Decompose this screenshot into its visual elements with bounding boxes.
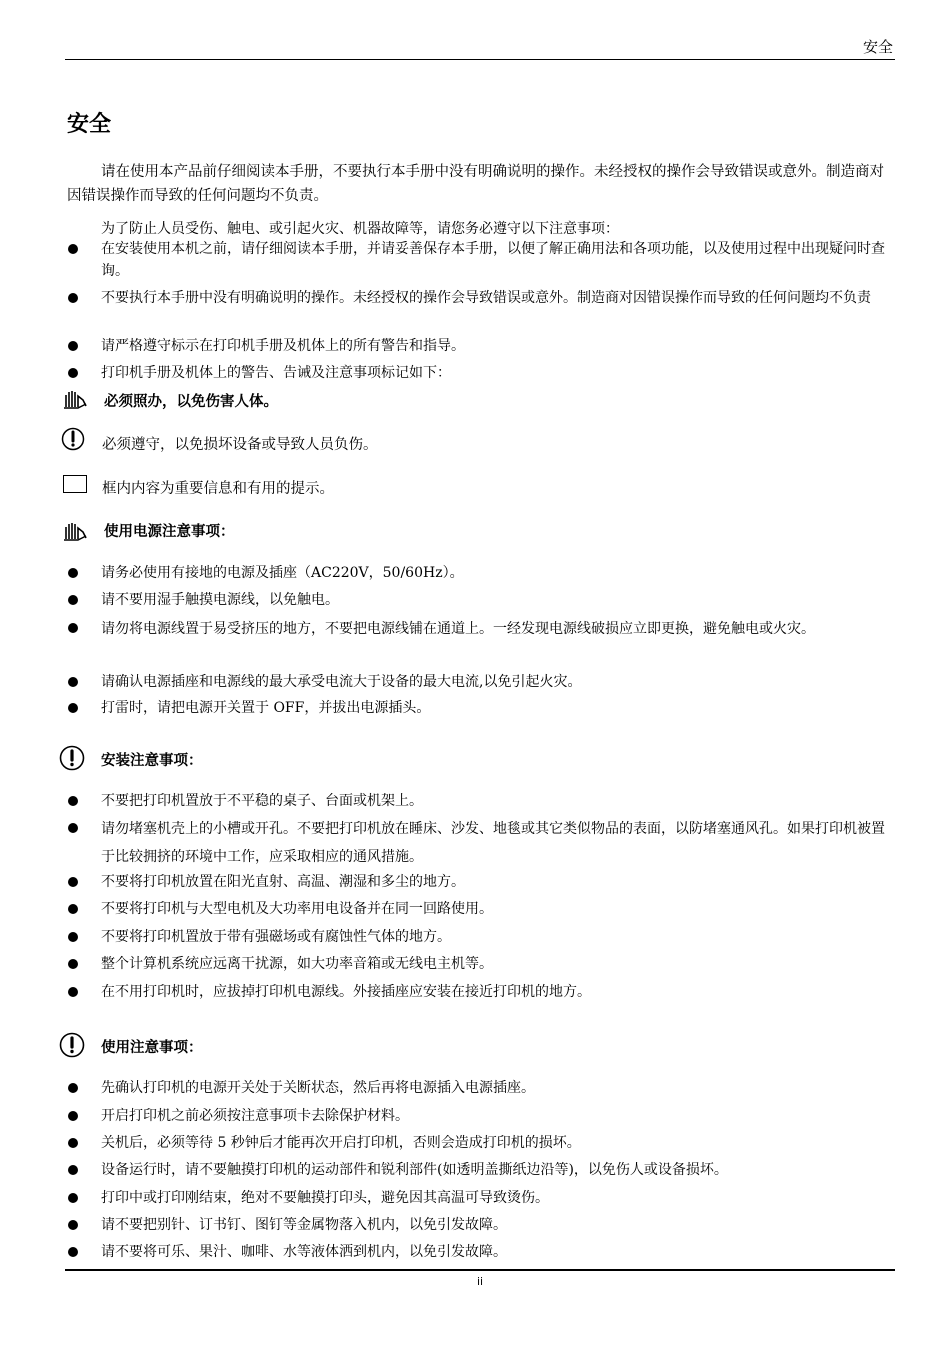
power-item: 请勿将电源线置于易受挤压的地方，不要把电源线铺在通道上。一经发现电源线破损应立即更换，避免触电或火灾。 — [101, 621, 815, 637]
general-item: 不要执行本手册中没有明确说明的操作。未经授权的操作会导致错误或意外。制造商对因错误操作而导致的任何问题均不负责 — [101, 290, 871, 306]
bullet-dot — [68, 1083, 78, 1093]
bullet-dot — [68, 1165, 78, 1175]
install-item: 不要将打印机放置在阳光直射、高温、潮湿和多尘的地方。 — [101, 874, 465, 890]
bullet-dot — [68, 568, 78, 578]
general-lead: 为了防止人员受伤、触电、或引起火灾、机器故障等，请您务必遵守以下注意事项： — [101, 221, 619, 237]
bullet-dot — [68, 368, 78, 378]
general-item: 在安装使用本机之前，请仔细阅读本手册，并请妥善保存本手册，以便了解正确用法和各项功能，以及使用过程中出现疑问时查询。 — [101, 241, 885, 279]
bullet-dot — [68, 293, 78, 303]
bullet-dot — [68, 1193, 78, 1203]
install-item: 不要把打印机置放于不平稳的桌子、台面或机架上。 — [101, 793, 423, 809]
usage-item: 关机后，必须等待 5 秒钟后才能再次开启打印机，否则会造成打印机的损坏。 — [101, 1135, 581, 1151]
install-heading: 安装注意事项： — [101, 753, 203, 769]
usage-item: 打印中或打印刚结束，绝对不要触摸打印头，避免因其高温可导致烫伤。 — [101, 1190, 549, 1206]
bullet-dot — [68, 987, 78, 997]
bullet-dot — [68, 623, 78, 633]
bullet-dot — [68, 244, 78, 254]
bullet-dot — [68, 877, 78, 887]
bullet-dot — [68, 1138, 78, 1148]
bullet-dot — [68, 796, 78, 806]
intro-paragraph: 请在使用本产品前仔细阅读本手册，不要执行本手册中没有明确说明的操作。未经授权的操作会导致错误或意外。制造商对因错误操作而导致的任何问题均不负责。 — [67, 164, 884, 204]
install-item: 整个计算机系统应远离干扰源，如大功率音箱或无线电主机等。 — [101, 956, 493, 972]
page-number: ii — [476, 1275, 484, 1288]
bullet-dot — [68, 703, 78, 713]
exclamation-warning-icon — [59, 745, 85, 771]
bullet-dot — [68, 1247, 78, 1257]
usage-heading: 使用注意事项： — [101, 1040, 203, 1056]
page-title: 安全 — [67, 112, 112, 137]
footer-rule — [65, 1269, 895, 1271]
warning-symbol-text: 必须遵守，以免损坏设备或导致人员负伤。 — [102, 437, 378, 453]
install-item: 不要将打印机置放于带有强磁场或有腐蚀性气体的地方。 — [101, 929, 451, 945]
install-item: 请勿堵塞机壳上的小槽或开孔。不要把打印机放在睡床、沙发、地毯或其它类似物品的表面，以防堵塞通风孔。如果打印机被置于比较拥挤的环境中工作，应采取相应的通风措施。 — [101, 821, 885, 865]
bullet-dot — [68, 341, 78, 351]
general-item: 请严格遵守标示在打印机手册及机体上的所有警告和指导。 — [101, 338, 465, 354]
usage-item: 开启打印机之前必须按注意事项卡去除保护材料。 — [101, 1108, 409, 1124]
box-tip-icon — [63, 475, 87, 493]
box-symbol-text: 框内内容为重要信息和有用的提示。 — [102, 481, 334, 497]
usage-item: 请不要把别针、订书钉、图钉等金属物落入机内，以免引发故障。 — [101, 1217, 507, 1233]
power-heading: 使用电源注意事项： — [104, 524, 235, 540]
header-rule — [65, 59, 895, 60]
install-item: 在不用打印机时，应拔掉打印机电源线。外接插座应安装在接近打印机的地方。 — [101, 984, 591, 1000]
hand-symbol-text: 必须照办，以免伤害人体。 — [104, 394, 278, 410]
usage-item: 先确认打印机的电源开关处于关断状态，然后再将电源插入电源插座。 — [101, 1080, 535, 1096]
header-label: 安全 — [862, 38, 893, 56]
usage-item: 请不要将可乐、果汁、咖啡、水等液体洒到机内，以免引发故障。 — [101, 1244, 507, 1260]
bullet-dot — [68, 959, 78, 969]
hand-stop-icon — [62, 521, 88, 543]
power-item: 请务必使用有接地的电源及插座（AC220V，50/60Hz）。 — [101, 565, 464, 581]
power-item: 请不要用湿手触摸电源线，以免触电。 — [101, 592, 339, 608]
bullet-dot — [68, 823, 78, 833]
bullet-dot — [68, 904, 78, 914]
hand-stop-icon — [62, 389, 88, 411]
power-item: 请确认电源插座和电源线的最大承受电流大于设备的最大电流,以免引起火灾。 — [101, 674, 582, 690]
exclamation-warning-icon — [59, 1032, 85, 1058]
power-item: 打雷时，请把电源开关置于 OFF，并拔出电源插头。 — [101, 700, 431, 716]
usage-item: 设备运行时，请不要触摸打印机的运动部件和锐利部件(如透明盖撕纸边沿等)，以免伤人或设备损坏。 — [101, 1162, 728, 1178]
bullet-dot — [68, 677, 78, 687]
general-item: 打印机手册及机体上的警告、告诫及注意事项标记如下： — [101, 365, 451, 381]
install-item: 不要将打印机与大型电机及大功率用电设备并在同一回路使用。 — [101, 901, 493, 917]
bullet-dot — [68, 932, 78, 942]
exclamation-warning-icon — [61, 427, 85, 451]
bullet-dot — [68, 1111, 78, 1121]
bullet-dot — [68, 1220, 78, 1230]
bullet-dot — [68, 595, 78, 605]
